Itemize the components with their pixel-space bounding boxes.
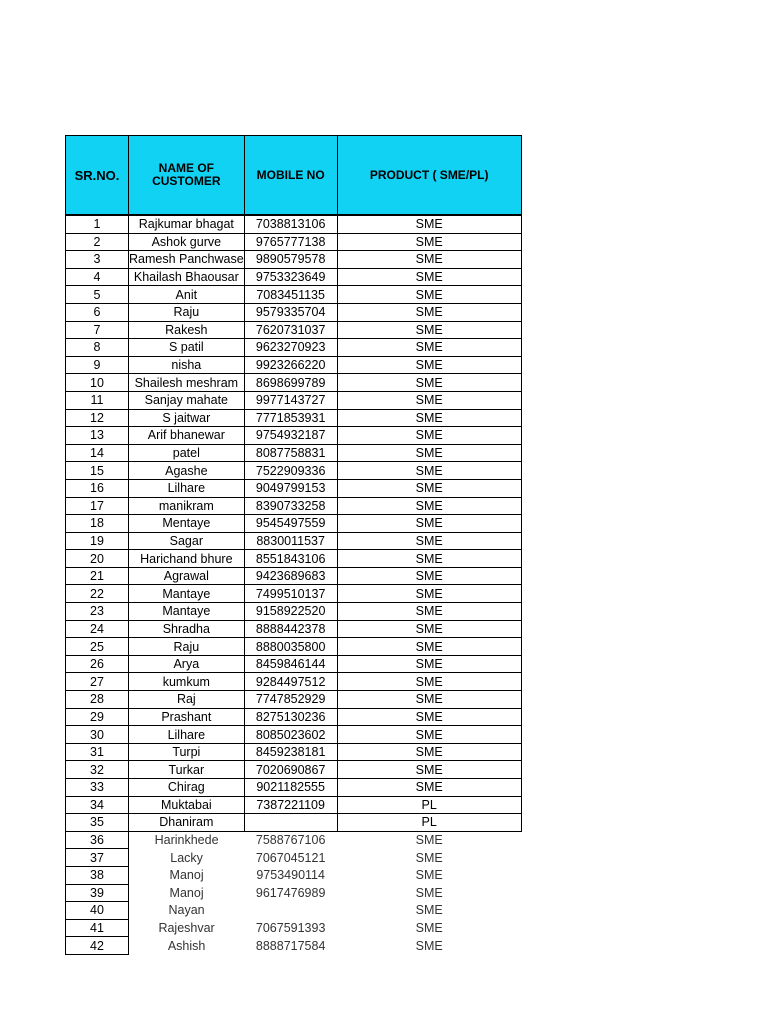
cell-mobile-no[interactable]: 9765777138: [244, 233, 337, 251]
cell-mobile-no[interactable]: [244, 814, 337, 832]
cell-sr-no[interactable]: 40: [66, 902, 129, 920]
cell-product[interactable]: SME: [337, 321, 521, 339]
table-row: [66, 268, 522, 286]
cell-product[interactable]: SME: [337, 251, 521, 269]
cell-product[interactable]: PL: [337, 796, 521, 814]
cell-product[interactable]: SME: [337, 356, 521, 374]
cell-customer-name[interactable]: Prashant: [129, 708, 245, 726]
cell-mobile-no[interactable]: 8551843106: [244, 550, 337, 568]
table-row: [66, 303, 522, 321]
cell-customer-name[interactable]: Harichand bhure: [129, 550, 245, 568]
cell-product[interactable]: SME: [415, 833, 443, 848]
cell-sr-no[interactable]: 16: [66, 479, 129, 497]
cell-mobile-no[interactable]: 9617476989: [255, 885, 326, 900]
cell-customer-name[interactable]: Ashish: [167, 938, 206, 953]
cell-mobile-no[interactable]: 7067045121: [255, 850, 326, 865]
cell-mobile-no[interactable]: 8459846144: [244, 655, 337, 673]
cell-customer-name[interactable]: Mantaye: [129, 585, 245, 603]
cell-product[interactable]: SME: [337, 339, 521, 357]
table-row: [66, 462, 522, 480]
cell-mobile-no[interactable]: 9753490114: [256, 868, 325, 883]
cell-customer-name[interactable]: Chirag: [129, 779, 245, 797]
table-row: [66, 567, 522, 585]
table-row: [66, 691, 522, 709]
cell-product[interactable]: SME: [337, 743, 521, 761]
cell-mobile-no[interactable]: [244, 902, 337, 920]
customer-sheet: [65, 135, 522, 955]
cell-product[interactable]: SME: [337, 603, 521, 621]
table-row: [66, 497, 522, 515]
table-row: [66, 726, 522, 744]
cell-product[interactable]: SME: [337, 391, 521, 409]
cell-sr-no[interactable]: 10: [66, 374, 129, 392]
cell-mobile-no[interactable]: 9623270923: [244, 339, 337, 357]
cell-customer-name[interactable]: Anit: [129, 286, 245, 304]
cell-customer-name[interactable]: Agrawal: [129, 567, 245, 585]
cell-product[interactable]: SME: [337, 655, 521, 673]
cell-sr-no[interactable]: 1: [66, 216, 129, 234]
cell-product[interactable]: SME: [337, 462, 521, 480]
table-row: [66, 479, 522, 497]
cell-sr-no[interactable]: 24: [66, 620, 129, 638]
cell-mobile-no[interactable]: 8888442378: [244, 620, 337, 638]
cell-customer-name[interactable]: Rajeshvar: [158, 921, 215, 936]
table-row: [66, 919, 522, 937]
table-row: [66, 796, 522, 814]
cell-sr-no[interactable]: 37: [66, 849, 129, 867]
cell-customer-name[interactable]: S patil: [129, 339, 245, 357]
cell-sr-no[interactable]: 22: [66, 585, 129, 603]
cell-mobile-no[interactable]: 7747852929: [244, 691, 337, 709]
cell-product[interactable]: SME: [337, 409, 521, 427]
cell-mobile-no[interactable]: 7083451135: [244, 286, 337, 304]
cell-mobile-no[interactable]: 8275130236: [244, 708, 337, 726]
cell-mobile-no[interactable]: 7387221109: [244, 796, 337, 814]
cell-sr-no[interactable]: 21: [66, 567, 129, 585]
cell-customer-name[interactable]: Shailesh meshram: [129, 374, 245, 392]
table-row: [66, 761, 522, 779]
cell-product[interactable]: SME: [337, 497, 521, 515]
table-row: [66, 638, 522, 656]
cell-product[interactable]: SME: [337, 233, 521, 251]
cell-product[interactable]: SME: [415, 921, 443, 936]
cell-sr-no[interactable]: 5: [66, 286, 129, 304]
cell-sr-no[interactable]: 23: [66, 603, 129, 621]
cell-product[interactable]: SME: [415, 885, 443, 900]
cell-mobile-no[interactable]: 7771853931: [244, 409, 337, 427]
table-row: [66, 216, 522, 234]
cell-mobile-no[interactable]: 9021182555: [244, 779, 337, 797]
cell-product[interactable]: SME: [337, 427, 521, 445]
cell-sr-no[interactable]: 41: [66, 919, 129, 937]
cell-product[interactable]: SME: [337, 691, 521, 709]
cell-sr-no[interactable]: 28: [66, 691, 129, 709]
table-row: [66, 233, 522, 251]
cell-mobile-no[interactable]: 7067591393: [255, 921, 326, 936]
cell-product[interactable]: SME: [415, 868, 443, 883]
cell-sr-no[interactable]: 25: [66, 638, 129, 656]
table-row: [66, 251, 522, 269]
table-row: [66, 356, 522, 374]
table-body: [66, 216, 522, 955]
table-row: [66, 585, 522, 603]
cell-customer-name[interactable]: patel: [129, 444, 245, 462]
table-row: [66, 902, 522, 920]
table-row: [66, 515, 522, 533]
header-name: NAME OF CUSTOMER: [129, 136, 245, 215]
cell-customer-name[interactable]: Ramesh Panchwase: [129, 252, 244, 267]
cell-customer-name[interactable]: Turpi: [129, 743, 245, 761]
cell-customer-name[interactable]: Sanjay mahate: [129, 391, 245, 409]
cell-mobile-no[interactable]: 9923266220: [244, 356, 337, 374]
cell-customer-name[interactable]: Dhaniram: [129, 814, 245, 832]
header-sr-no: SR.NO.: [66, 136, 129, 215]
table-row: [66, 831, 522, 849]
cell-sr-no[interactable]: 13: [66, 427, 129, 445]
table-row: [66, 321, 522, 339]
header-product: PRODUCT ( SME/PL): [337, 136, 521, 215]
cell-product[interactable]: SME: [415, 903, 443, 918]
cell-sr-no[interactable]: 15: [66, 462, 129, 480]
table-row: [66, 391, 522, 409]
table-row: [66, 550, 522, 568]
cell-customer-name[interactable]: Turkar: [129, 761, 245, 779]
cell-mobile-no[interactable]: 9423689683: [244, 567, 337, 585]
table-row: [66, 339, 522, 357]
cell-customer-name[interactable]: Raju: [129, 638, 245, 656]
table-row: [66, 708, 522, 726]
cell-sr-no[interactable]: 42: [66, 937, 129, 955]
cell-customer-name[interactable]: Manoj: [169, 868, 204, 883]
table-row: [66, 409, 522, 427]
cell-customer-name[interactable]: manikram: [129, 497, 245, 515]
cell-sr-no[interactable]: 27: [66, 673, 129, 691]
cell-customer-name[interactable]: Ashok gurve: [129, 233, 245, 251]
table-row: [66, 884, 522, 902]
cell-mobile-no[interactable]: 9754932187: [244, 427, 337, 445]
cell-mobile-no[interactable]: 7620731037: [244, 321, 337, 339]
cell-sr-no[interactable]: 12: [66, 409, 129, 427]
cell-product[interactable]: SME: [337, 479, 521, 497]
cell-sr-no[interactable]: 33: [66, 779, 129, 797]
cell-customer-name[interactable]: nisha: [129, 356, 245, 374]
cell-product[interactable]: SME: [415, 850, 443, 865]
cell-mobile-no[interactable]: 8888717584: [255, 938, 326, 953]
cell-product[interactable]: SME: [415, 938, 443, 953]
cell-sr-no[interactable]: 11: [66, 391, 129, 409]
table-row: [66, 286, 522, 304]
cell-mobile-no[interactable]: 9545497559: [244, 515, 337, 533]
cell-customer-name[interactable]: Lilhare: [129, 479, 245, 497]
cell-product[interactable]: SME: [337, 779, 521, 797]
cell-product[interactable]: SME: [337, 708, 521, 726]
cell-product[interactable]: SME: [337, 268, 521, 286]
cell-customer-name[interactable]: Mantaye: [129, 603, 245, 621]
table-row: [66, 743, 522, 761]
table-row: [66, 937, 522, 955]
cell-customer-name[interactable]: Sagar: [129, 532, 245, 550]
cell-sr-no[interactable]: 4: [66, 268, 129, 286]
table-row: [66, 849, 522, 867]
cell-product[interactable]: SME: [337, 216, 521, 234]
table-row: [66, 779, 522, 797]
cell-product[interactable]: SME: [337, 515, 521, 533]
cell-customer-name[interactable]: Khailash Bhaousar: [129, 268, 245, 286]
cell-sr-no[interactable]: 20: [66, 550, 129, 568]
cell-mobile-no[interactable]: 8830011537: [244, 532, 337, 550]
cell-product[interactable]: SME: [337, 726, 521, 744]
cell-customer-name[interactable]: Rajkumar bhagat: [129, 216, 245, 234]
cell-customer-name[interactable]: Lilhare: [129, 726, 245, 744]
cell-mobile-no[interactable]: 9284497512: [244, 673, 337, 691]
cell-mobile-no[interactable]: 9158922520: [244, 603, 337, 621]
cell-mobile-no[interactable]: 9890579578: [244, 251, 337, 269]
table-row: [66, 866, 522, 884]
cell-mobile-no[interactable]: 8085023602: [244, 726, 337, 744]
cell-product[interactable]: SME: [337, 620, 521, 638]
cell-sr-no[interactable]: 17: [66, 497, 129, 515]
cell-customer-name[interactable]: Shradha: [129, 620, 245, 638]
cell-mobile-no[interactable]: 9579335704: [244, 303, 337, 321]
cell-customer-name[interactable]: S jaitwar: [129, 409, 245, 427]
cell-product[interactable]: SME: [337, 761, 521, 779]
cell-product[interactable]: SME: [337, 585, 521, 603]
table-row: [66, 814, 522, 832]
cell-mobile-no[interactable]: 7020690867: [244, 761, 337, 779]
cell-sr-no[interactable]: 6: [66, 303, 129, 321]
cell-product[interactable]: SME: [337, 567, 521, 585]
table-row: [66, 427, 522, 445]
cell-customer-name[interactable]: Harinkhede: [154, 833, 219, 848]
table-row: [66, 374, 522, 392]
cell-mobile-no[interactable]: 9753323649: [244, 268, 337, 286]
cell-sr-no[interactable]: 30: [66, 726, 129, 744]
cell-customer-name[interactable]: Rakesh: [129, 321, 245, 339]
cell-product[interactable]: PL: [337, 814, 521, 832]
cell-sr-no[interactable]: 38: [66, 866, 129, 884]
cell-sr-no[interactable]: 31: [66, 743, 129, 761]
cell-sr-no[interactable]: 36: [66, 831, 129, 849]
cell-product[interactable]: SME: [337, 532, 521, 550]
table-row: [66, 673, 522, 691]
cell-product[interactable]: SME: [337, 374, 521, 392]
cell-customer-name[interactable]: Agashe: [129, 462, 245, 480]
cell-customer-name[interactable]: Mentaye: [129, 515, 245, 533]
cell-product[interactable]: SME: [337, 550, 521, 568]
cell-mobile-no[interactable]: 9049799153: [244, 479, 337, 497]
cell-sr-no[interactable]: 18: [66, 515, 129, 533]
cell-sr-no[interactable]: 35: [66, 814, 129, 832]
cell-customer-name[interactable]: Raj: [129, 691, 245, 709]
cell-sr-no[interactable]: 7: [66, 321, 129, 339]
cell-customer-name[interactable]: Arya: [129, 655, 245, 673]
table-row: [66, 603, 522, 621]
cell-sr-no[interactable]: 8: [66, 339, 129, 357]
cell-sr-no[interactable]: 3: [66, 251, 129, 269]
cell-sr-no[interactable]: 14: [66, 444, 129, 462]
table-row: [66, 444, 522, 462]
cell-product[interactable]: SME: [337, 303, 521, 321]
cell-sr-no[interactable]: 19: [66, 532, 129, 550]
cell-product[interactable]: SME: [337, 638, 521, 656]
cell-mobile-no[interactable]: 7499510137: [244, 585, 337, 603]
cell-product[interactable]: SME: [337, 286, 521, 304]
cell-customer-name[interactable]: Lacky: [170, 850, 203, 865]
cell-sr-no[interactable]: 26: [66, 655, 129, 673]
cell-sr-no[interactable]: 2: [66, 233, 129, 251]
table-row: [66, 532, 522, 550]
cell-customer-name[interactable]: Muktabai: [129, 796, 245, 814]
cell-mobile-no[interactable]: 9977143727: [244, 391, 337, 409]
cell-mobile-no[interactable]: 7522909336: [244, 462, 337, 480]
cell-mobile-no[interactable]: 8390733258: [244, 497, 337, 515]
cell-customer-name[interactable]: Arif bhanewar: [129, 427, 245, 445]
cell-mobile-no[interactable]: 8459238181: [244, 743, 337, 761]
cell-customer-name[interactable]: kumkum: [129, 673, 245, 691]
cell-mobile-no[interactable]: 7588767106: [255, 833, 326, 848]
cell-mobile-no[interactable]: 8698699789: [244, 374, 337, 392]
cell-sr-no[interactable]: 9: [66, 356, 129, 374]
cell-customer-name[interactable]: Nayan: [168, 903, 205, 918]
cell-customer-name[interactable]: Manoj: [169, 885, 204, 900]
cell-customer-name[interactable]: Raju: [129, 303, 245, 321]
cell-product[interactable]: SME: [337, 673, 521, 691]
cell-mobile-no[interactable]: 8880035800: [244, 638, 337, 656]
cell-mobile-no[interactable]: 8087758831: [244, 444, 337, 462]
customer-table: [65, 135, 522, 955]
cell-product[interactable]: SME: [337, 444, 521, 462]
header-row: [66, 136, 522, 215]
cell-sr-no[interactable]: 34: [66, 796, 129, 814]
cell-mobile-no[interactable]: 7038813106: [244, 216, 337, 234]
cell-sr-no[interactable]: 29: [66, 708, 129, 726]
table-row: [66, 620, 522, 638]
header-mobile: MOBILE NO: [244, 136, 337, 215]
cell-sr-no[interactable]: 39: [66, 884, 129, 902]
cell-sr-no[interactable]: 32: [66, 761, 129, 779]
table-row: [66, 655, 522, 673]
